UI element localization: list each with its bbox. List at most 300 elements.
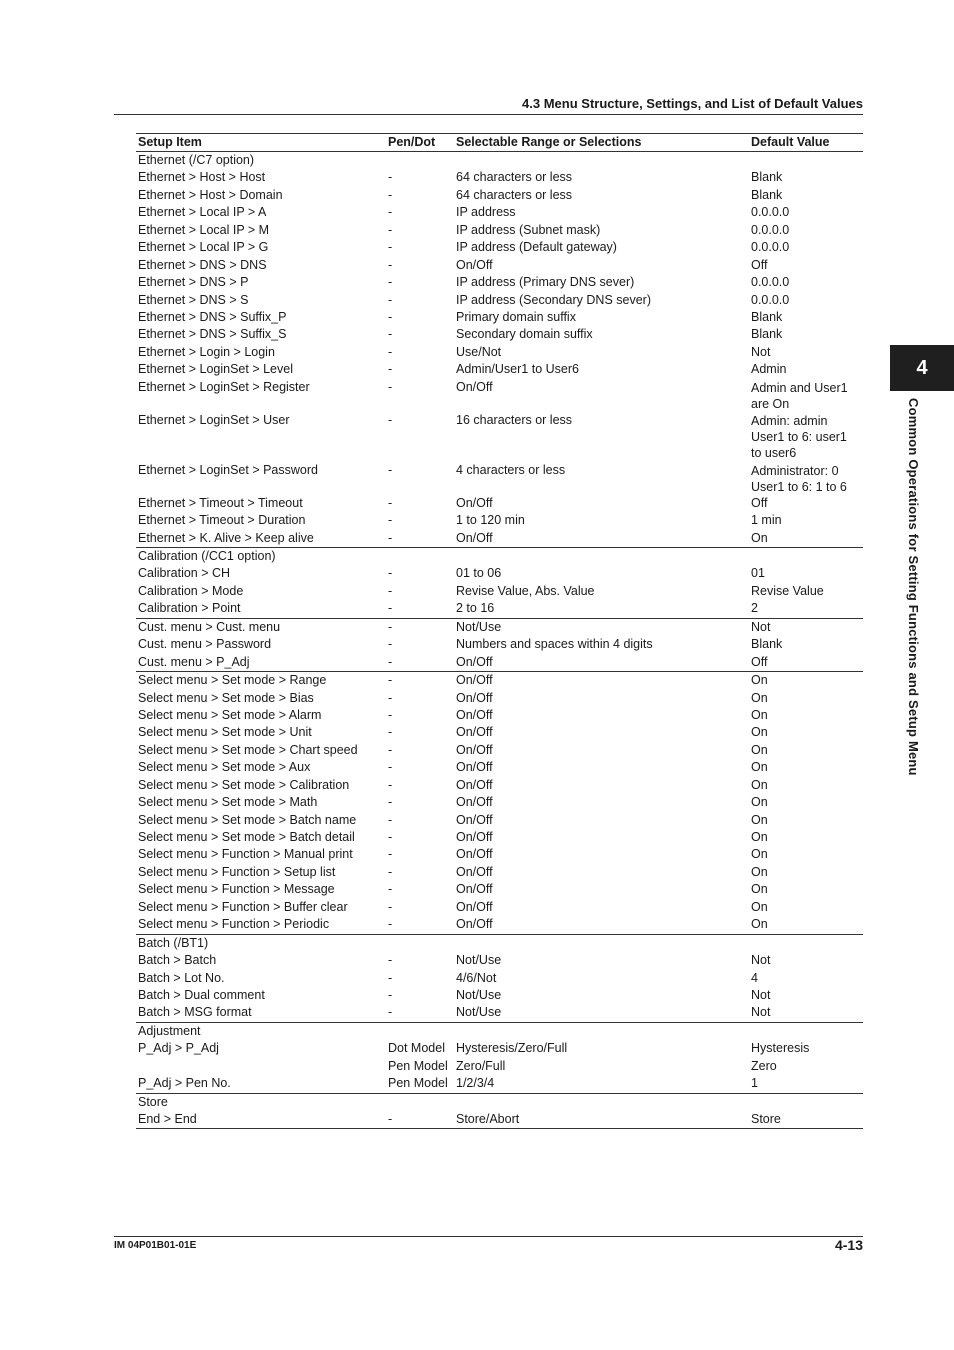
pen-dot-cell: - [388,882,393,897]
table-row [136,462,863,495]
table-row [136,583,863,600]
range-cell: IP address (Default gateway) [456,240,617,255]
setup-item-cell: Cust. menu > Password [138,637,272,652]
default-value-cell [751,846,768,863]
default-value-line: On [751,760,768,775]
table-row [136,742,863,759]
range-cell: IP address (Secondary DNS sever) [456,292,651,307]
default-value-cell [751,916,768,933]
default-value-line: On [751,777,768,792]
default-value-line: 4 [751,970,758,985]
table-row [136,565,863,582]
default-value-line: Blank [751,170,783,185]
pen-dot-cell: - [388,187,393,202]
pen-dot-cell: Dot Model [388,1041,445,1056]
table-row [136,1040,863,1057]
pen-dot-cell: - [388,673,393,688]
range-cell: On/Off [456,777,493,792]
default-value-cell [751,952,770,969]
setup-item-cell: Ethernet > LoginSet > User [138,412,290,427]
pen-dot-cell: - [388,1112,393,1126]
setup-item-cell: Batch > MSG format [138,1005,252,1020]
default-value-line: Off [751,257,768,272]
pen-dot-cell: - [388,619,393,634]
default-value-line: Hysteresis [751,1041,810,1056]
setup-item-cell: Ethernet > DNS > S [138,292,249,307]
default-value-line: Zero [751,1058,777,1073]
table-row [136,812,863,829]
setup-item-cell: Select menu > Set mode > Calibration [138,777,350,792]
default-value-line: On [751,673,768,688]
table-row [136,1004,863,1021]
table-row [136,864,863,881]
default-value-line: Admin: admin [751,413,828,428]
default-value-line: 01 [751,566,765,581]
setup-item-cell: Ethernet > K. Alive > Keep alive [138,530,314,545]
pen-dot-cell: - [388,362,393,377]
setup-item-cell: Ethernet > Login > Login [138,344,275,359]
table-row [136,512,863,529]
range-cell: On/Off [456,847,493,862]
setup-item-cell: Ethernet > DNS > Suffix_S [138,327,287,342]
range-cell: 4 characters or less [456,462,566,477]
table-row [136,636,863,653]
table-row [136,970,863,987]
default-value-cell [751,970,758,987]
range-cell: On/Off [456,707,493,722]
table-row [136,1111,863,1128]
range-cell: On/Off [456,673,493,688]
range-cell: On/Off [456,830,493,844]
default-value-line: 0.0.0.0 [751,205,790,220]
default-value-line: Revise Value [751,583,824,598]
pen-dot-cell: - [388,654,393,669]
range-cell: Secondary domain suffix [456,327,593,342]
default-value-line: Administrator: 0 [751,463,839,478]
table-row [136,672,863,689]
range-cell: IP address (Subnet mask) [456,222,601,237]
range-cell: Numbers and spaces within 4 digits [456,637,653,652]
range-cell: On/Off [456,690,493,705]
default-value-line: On [751,530,768,545]
default-value-line: Store [751,1112,781,1126]
setup-item-cell: Select menu > Set mode > Math [138,795,318,810]
pen-dot-cell: - [388,742,393,757]
setup-item-cell: Ethernet > Local IP > G [138,240,269,255]
group-title: Ethernet (/C7 option) [138,153,255,167]
pen-dot-cell: - [388,240,393,255]
default-value-cell [751,759,768,776]
range-cell: Zero/Full [456,1058,506,1073]
default-value-cell [751,204,789,221]
default-value-line: On [751,899,768,914]
default-value-cell [751,565,765,582]
pen-dot-cell: - [388,222,393,237]
default-value-line: Blank [751,309,783,324]
pen-dot-cell: - [388,513,393,528]
table-row [136,619,863,636]
default-value-cell [751,864,768,881]
table-row [136,654,863,671]
setup-item-cell: Batch > Lot No. [138,970,225,985]
pen-dot-cell: - [388,292,393,307]
table-row [136,952,863,969]
default-value-line: Off [751,654,768,669]
table-row [136,899,863,916]
setup-item-cell: Calibration > CH [138,566,231,581]
table-row [136,344,863,361]
table-row [136,829,863,846]
table-row [136,495,863,512]
table-row [136,274,863,291]
default-value-cell [751,777,768,794]
table-row [136,1075,863,1092]
pen-dot-cell: - [388,412,393,427]
pen-dot-cell: Pen Model [388,1058,448,1073]
default-value-cell [751,899,768,916]
pen-dot-cell: - [388,637,393,652]
pen-dot-cell: - [388,847,393,862]
default-value-cell [751,707,768,724]
default-value-line: 1 [751,1076,758,1091]
page-header-title: 4.3 Menu Structure, Settings, and List of Default Values [522,96,863,111]
table-body [136,152,863,1129]
default-value-cell [751,654,767,671]
table-row [136,361,863,378]
table-row [136,530,863,547]
table-row [136,187,863,204]
default-value-cell [751,881,768,898]
default-value-cell [751,169,782,186]
pen-dot-cell: - [388,953,393,968]
footer-rule [114,1236,863,1237]
default-value-line: 1 min [751,513,782,528]
default-value-cell [751,1058,777,1075]
default-value-cell [751,222,789,239]
table-row [136,690,863,707]
table-row [136,292,863,309]
range-cell: On/Off [456,725,493,740]
default-value-line: to user6 [751,445,797,460]
default-value-cell [751,690,768,707]
setup-item-cell: Ethernet > Local IP > A [138,205,267,220]
pen-dot-cell: - [388,1005,393,1020]
range-cell: 01 to 06 [456,566,502,581]
range-cell: 64 characters or less [456,187,573,202]
default-value-line: 0.0.0.0 [751,292,790,307]
default-value-line: On [751,864,768,879]
setup-item-cell: Ethernet > DNS > P [138,275,249,290]
default-value-cell [751,512,782,529]
setup-item-cell: Ethernet > Timeout > Duration [138,513,306,528]
pen-dot-cell: - [388,812,393,827]
default-value-cell [751,530,768,547]
setup-item-cell: Select menu > Set mode > Alarm [138,707,322,722]
setup-item-cell: Select menu > Function > Manual print [138,847,353,862]
default-value-cell [751,292,789,309]
range-cell: On/Off [456,495,493,510]
setup-item-cell: Calibration > Point [138,601,241,616]
setup-item-cell: Calibration > Mode [138,583,244,598]
default-value-cell [751,413,847,461]
setup-item-cell: End > End [138,1112,197,1126]
default-value-cell [751,987,770,1004]
setup-item-cell: Ethernet > LoginSet > Level [138,362,293,377]
table-row [136,777,863,794]
pen-dot-cell: - [388,379,393,394]
range-cell: On/Off [456,917,493,932]
default-value-line: User1 to 6: 1 to 6 [751,479,847,494]
default-value-line: On [751,847,768,862]
range-cell: On/Off [456,864,493,879]
pen-dot-cell: - [388,495,393,510]
setup-item-cell: Select menu > Set mode > Unit [138,725,312,740]
table-row [136,846,863,863]
default-value-cell [751,600,758,617]
default-value-cell [751,344,770,361]
default-value-line: On [751,690,768,705]
setup-item-cell: Select menu > Function > Setup list [138,864,336,879]
range-cell: 2 to 16 [456,601,495,616]
range-cell: Primary domain suffix [456,309,576,324]
range-cell: On/Off [456,899,493,914]
setup-item-cell: Batch > Batch [138,953,217,968]
default-value-line: On [751,707,768,722]
pen-dot-cell: - [388,707,393,722]
default-value-cell [751,619,770,636]
default-value-line: Not [751,619,771,634]
range-cell: Not/Use [456,987,502,1002]
document-id: IM 04P01B01-01E [114,1240,197,1251]
setup-item-cell: Select menu > Set mode > Bias [138,690,314,705]
range-cell: Not/Use [456,953,502,968]
pen-dot-cell: - [388,309,393,324]
setup-item-cell: Ethernet > DNS > DNS [138,257,267,272]
table-row [136,759,863,776]
table-group [136,1094,863,1130]
range-cell: IP address (Primary DNS sever) [456,275,635,290]
default-value-line: Not [751,953,771,968]
default-value-cell [751,361,786,378]
pen-dot-cell: - [388,777,393,792]
range-cell: 64 characters or less [456,170,573,185]
default-value-line: Admin [751,362,787,377]
table-row [136,987,863,1004]
pen-dot-cell: - [388,899,393,914]
range-cell: Admin/User1 to User6 [456,362,579,377]
setup-item-cell: Select menu > Set mode > Batch name [138,812,357,827]
range-cell: On/Off [456,812,493,827]
default-value-cell [751,1111,781,1128]
range-cell: On/Off [456,795,493,810]
default-value-cell [751,1004,770,1021]
pen-dot-cell: - [388,970,393,985]
setup-item-cell: Select menu > Set mode > Batch detail [138,830,355,844]
pen-dot-cell: - [388,462,393,477]
default-value-line: On [751,830,768,844]
pen-dot-cell: - [388,275,393,290]
pen-dot-cell: - [388,987,393,1002]
table-row [136,1058,863,1075]
default-value-cell [751,1075,758,1092]
default-value-line: Off [751,495,768,510]
default-value-cell [751,829,768,846]
table-group [136,619,863,672]
group-title: Batch (/BT1) [138,935,209,950]
default-value-cell [751,794,768,811]
table-group [136,152,863,548]
range-cell: On/Off [456,379,493,394]
setup-item-cell: Cust. menu > Cust. menu [138,619,281,634]
table-row [136,881,863,898]
setup-item-cell: Select menu > Set mode > Range [138,673,327,688]
table-row [136,257,863,274]
table-row [136,600,863,617]
setup-item-cell: Ethernet > LoginSet > Register [138,379,310,394]
pen-dot-cell: - [388,917,393,932]
default-value-cell [751,724,768,741]
pen-dot-cell: - [388,864,393,879]
pen-dot-cell: - [388,725,393,740]
range-cell: 1 to 120 min [456,513,525,528]
table-row [136,707,863,724]
default-value-line: are On [751,396,790,411]
range-cell: Hysteresis/Zero/Full [456,1041,568,1056]
default-value-cell [751,636,782,653]
range-cell: Revise Value, Abs. Value [456,583,595,598]
default-value-cell [751,672,768,689]
settings-table [136,133,863,1129]
pen-dot-cell: - [388,830,393,844]
column-header-range: Selectable Range or Selections [456,135,642,149]
header-rule [114,114,863,115]
default-value-line: On [751,742,768,757]
range-cell: Store/Abort [456,1112,520,1126]
table-row [136,239,863,256]
table-row [136,326,863,343]
default-value-line: 0.0.0.0 [751,222,790,237]
pen-dot-cell: - [388,795,393,810]
group-title: Calibration (/CC1 option) [138,549,276,563]
default-value-line: Blank [751,187,783,202]
setup-item-cell: P_Adj > P_Adj [138,1041,219,1056]
range-cell: On/Off [456,530,493,545]
setup-item-cell: Select menu > Function > Buffer clear [138,899,348,914]
default-value-cell [751,239,789,256]
default-value-cell [751,583,824,600]
setup-item-cell: Ethernet > LoginSet > Password [138,462,318,477]
default-value-cell [751,309,782,326]
setup-item-cell: P_Adj > Pen No. [138,1076,231,1091]
default-value-cell [751,463,847,495]
default-value-line: Blank [751,327,783,342]
pen-dot-cell: - [388,205,393,220]
setup-item-cell: Ethernet > Host > Domain [138,187,283,202]
chapter-side-title: Common Operations for Setting Functions and Setup Menu [906,398,921,776]
setup-item-cell: Select menu > Function > Message [138,882,335,897]
range-cell: 1/2/3/4 [456,1076,495,1091]
table-row [136,916,863,933]
range-cell: 16 characters or less [456,412,573,427]
default-value-cell [751,495,767,512]
range-cell: On/Off [456,742,493,757]
default-value-line: Not [751,987,771,1002]
setup-item-cell: Select menu > Set mode > Aux [138,760,311,775]
setup-item-cell: Ethernet > Host > Host [138,170,266,185]
chapter-number: 4 [916,356,928,379]
default-value-line: On [751,812,768,827]
default-value-line: 0.0.0.0 [751,275,790,290]
chapter-tab [890,345,954,391]
range-cell: IP address [456,205,516,220]
table-group [136,672,863,935]
range-cell: On/Off [456,654,493,669]
default-value-line: On [751,795,768,810]
pen-dot-cell: - [388,566,393,581]
range-cell: Use/Not [456,344,502,359]
default-value-cell [751,1040,809,1057]
table-row [136,794,863,811]
default-value-cell [751,326,782,343]
default-value-cell [751,742,768,759]
pen-dot-cell: - [388,327,393,342]
setup-item-cell: Cust. menu > P_Adj [138,654,250,669]
default-value-line: 2 [751,601,758,616]
table-group [136,548,863,619]
setup-item-cell: Ethernet > DNS > Suffix_P [138,309,287,324]
default-value-cell [751,380,848,412]
range-cell: On/Off [456,257,493,272]
range-cell: On/Off [456,882,493,897]
pen-dot-cell: - [388,344,393,359]
pen-dot-cell: - [388,530,393,545]
default-value-line: On [751,917,768,932]
column-header-pen-dot: Pen/Dot [388,135,436,149]
default-value-line: On [751,882,768,897]
default-value-line: On [751,725,768,740]
pen-dot-cell: - [388,690,393,705]
setup-item-cell: Select menu > Function > Periodic [138,917,330,932]
pen-dot-cell: - [388,760,393,775]
default-value-line: Blank [751,637,783,652]
default-value-line: User1 to 6: user1 [751,429,847,444]
setup-item-cell: Select menu > Set mode > Chart speed [138,742,358,757]
setup-item-cell: Ethernet > Timeout > Timeout [138,495,303,510]
pen-dot-cell: Pen Model [388,1076,448,1091]
group-title: Adjustment [138,1023,201,1038]
page-number: 4-13 [834,1237,863,1253]
pen-dot-cell: - [388,257,393,272]
default-value-line: Not [751,344,771,359]
default-value-line: Admin and User1 [751,380,848,395]
pen-dot-cell: - [388,170,393,185]
default-value-cell [751,812,768,829]
group-title: Store [138,1094,168,1109]
table-row [136,222,863,239]
pen-dot-cell: - [388,583,393,598]
table-row [136,724,863,741]
default-value-cell [751,274,789,291]
range-cell: 4/6/Not [456,970,497,985]
column-header-setup-item: Setup Item [138,135,202,149]
range-cell: Not/Use [456,619,502,634]
default-value-cell [751,187,782,204]
default-value-line: 0.0.0.0 [751,240,790,255]
setup-item-cell: Batch > Dual comment [138,987,265,1002]
table-row [136,169,863,186]
table-group [136,935,863,1023]
pen-dot-cell: - [388,601,393,616]
